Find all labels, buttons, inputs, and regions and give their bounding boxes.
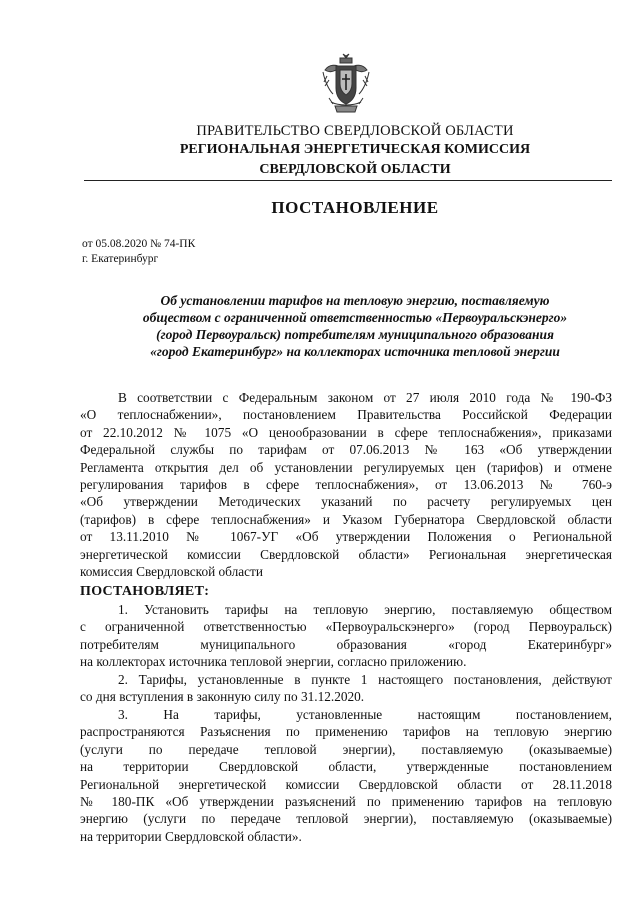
preamble-line: регулирования тарифов в сфере теплоснабжения», от 13.06.2013 № 760-э (80, 476, 612, 492)
item-3-line: на территории Свердловской области, утвержденные постановлением (80, 759, 612, 775)
commission-header: РЕГИОНАЛЬНАЯ ЭНЕРГЕТИЧЕСКАЯ КОМИССИЯ (179, 142, 531, 157)
preamble-line: от 22.10.2012 № 1075 «О ценообразовании в сфере теплоснабжения», приказами (80, 424, 612, 440)
header-divider (84, 180, 612, 181)
item-3-paragraph (80, 706, 612, 845)
item-3-line: Региональной энергетической комиссии Свердловской области от 28.11.2018 (80, 776, 612, 792)
item-2-line: со дня вступления в законную силу по 31.12.2020. (80, 689, 365, 705)
item-2-paragraph (80, 671, 612, 706)
coat-of-arms-emblem (319, 52, 373, 116)
item-1-line: с ограниченной ответственностью «Первоуральскэнерго» (город Первоуральск) (80, 619, 612, 635)
preamble-line: Федеральной службы по тарифам от 07.06.2013 № 163 «Об утверждении (80, 442, 612, 458)
subject-line: Об установлении тарифов на тепловую энергию, поставляемую (160, 293, 550, 308)
document-subject (120, 292, 590, 360)
item-3-line: энергию (услуги по передаче тепловой энергии), поставляемую (оказываемые) (80, 811, 612, 827)
preamble-line: энергетической комиссии Свердловской области» Региональная энергетическая (80, 546, 612, 562)
item-1-paragraph (80, 601, 612, 671)
preamble-line: (тарифов) в сфере теплоснабжения» и Указом Губернатора Свердловской области (80, 511, 612, 527)
preamble-line: В соответствии с Федеральным законом от 27 июля 2010 года № 190-ФЗ (118, 390, 612, 405)
government-header: ПРАВИТЕЛЬСТВО СВЕРДЛОВСКОЙ ОБЛАСТИ (196, 123, 514, 139)
resolve-heading: ПОСТАНОВЛЯЕТ: (80, 584, 210, 599)
item-3-line: 3. На тарифы, установленные настоящим постановлением, (118, 707, 612, 722)
item-3-line: распространяются Разъяснения по применению тарифов на тепловую энергию (80, 724, 612, 740)
item-1-line: 1. Установить тарифы на тепловую энергию, поставляемую обществом (118, 602, 612, 617)
item-2-line: 2. Тарифы, установленные в пункте 1 настоящего постановления, действуют (118, 672, 612, 687)
preamble-line: комиссия Свердловской области (80, 563, 263, 579)
document-city: г. Екатеринбург (82, 253, 159, 265)
item-1-line: на коллекторах источника тепловой энергии, согласно приложению. (80, 654, 467, 670)
preamble-line: «Об утверждении Методических указаний по расчету регулируемых цен (80, 494, 612, 510)
preamble-line: «О теплоснабжении», постановлением Правительства Российской Федерации (80, 407, 612, 423)
preamble-line: от 13.11.2010 № 1067-УГ «Об утверждении Положения о Региональной (80, 529, 612, 545)
item-1-line: потребителям муниципального образования «город Екатеринбург» (80, 636, 612, 652)
region-header: СВЕРДЛОВСКОЙ ОБЛАСТИ (259, 162, 451, 177)
item-3-line: (услуги по передаче тепловой энергии), поставляемую (оказываемые) (80, 741, 612, 757)
document-title: ПОСТАНОВЛЕНИЕ (271, 198, 439, 217)
item-3-line: № 180-ПК «Об утверждении разъяснений по применению тарифов на тепловую (80, 793, 612, 809)
preamble-line: Регламента открытия дел об установлении регулируемых цен (тарифов) и отмене (80, 459, 612, 475)
preamble-paragraph (80, 389, 612, 580)
subject-line: «город Екатеринбург» на коллекторах источника тепловой энергии (150, 344, 560, 359)
document-date-number: от 05.08.2020 № 74-ПК (82, 238, 196, 250)
item-3-line: на территории Свердловской области». (80, 828, 302, 844)
subject-line: обществом с ограниченной ответственностью «Первоуральскэнерго» (142, 310, 568, 325)
subject-line: (город Первоуральск) потребителям муниципального образования (156, 327, 554, 342)
